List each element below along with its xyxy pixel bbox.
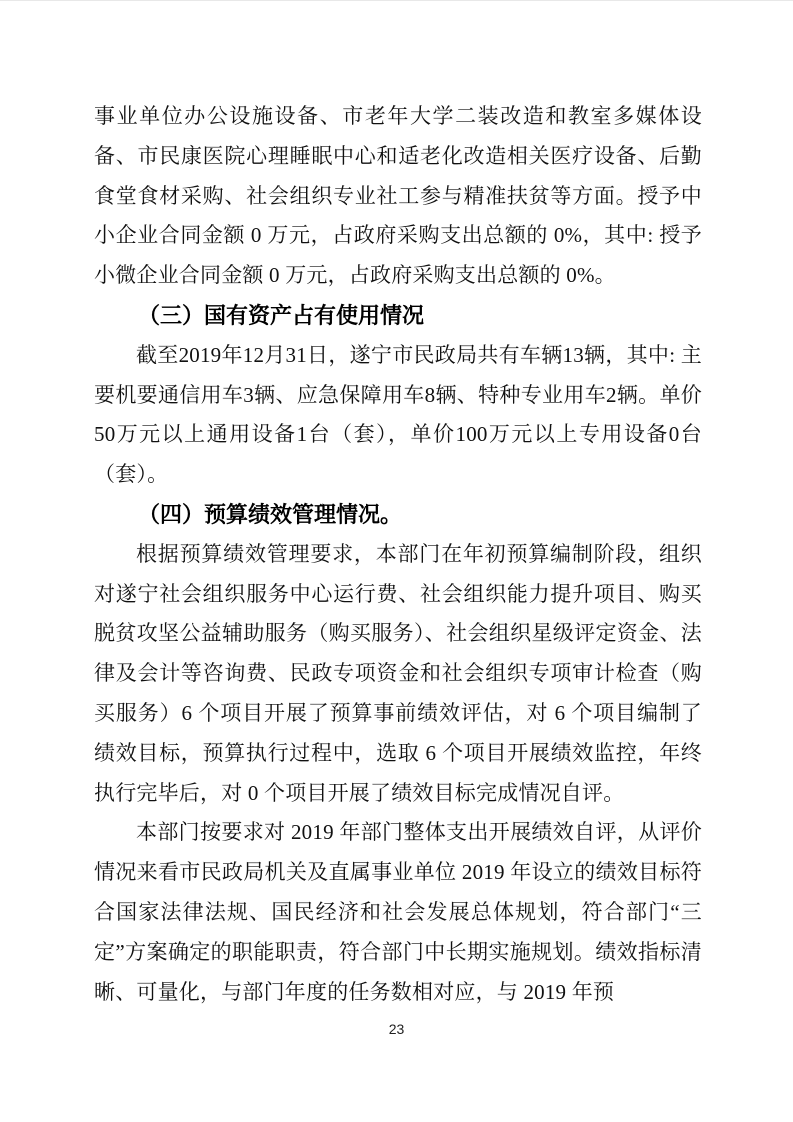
heading-section-4-budget-performance: （四）预算绩效管理情况。	[138, 501, 403, 527]
document-body	[94, 97, 702, 1012]
heading-section-3-state-assets: （三）国有资产占有使用情况	[138, 302, 425, 328]
paragraph-procurement-continued: 事业单位办公设施设备、市老年大学二装改造和教室多媒体设备、市民康医院心理睡眠中心和适老化改造相关医疗设备、后勤食堂食材采购、社会组织专业社工参与精准扶贫等方面。授予中小企业合同金额 0 万元，占政府采购支出总额的 0%，其中: 授予小微企业合同金额 0 万元，占政府采购支出总额的 0%。	[94, 104, 702, 288]
paragraph-performance-self-evaluation: 本部门按要求对 2019 年部门整体支出开展绩效自评，从评价情况来看市民政局机关及直属事业单位 2019 年设立的绩效目标符合国家法律法规、国民经济和社会发展总体规划，符合部门“三定”方案确定的职能职责，符合部门中长期实施规划。绩效指标清晰、可量化，与部门年度的任务数相对应，与 2019 年预	[94, 820, 702, 1004]
paragraph-performance-management: 根据预算绩效管理要求，本部门在年初预算编制阶段，组织对遂宁社会组织服务中心运行费、社会组织能力提升项目、购买脱贫攻坚公益辅助服务（购买服务）、社会组织星级评定资金、法律及会计等咨询费、民政专项资金和社会组织专项审计检查（购买服务）6 个项目开展了预算事前绩效评估，对 6 个项目编制了绩效目标，预算执行过程中，选取 6 个项目开展绩效监控，年终执行完毕后，对 0 个项目开展了绩效目标完成情况自评。	[94, 541, 702, 805]
paragraph-state-assets-usage: 截至2019年12月31日，遂宁市民政局共有车辆13辆，其中: 主要机要通信用车3辆、应急保障用车8辆、特种专业用车2辆。单价50万元以上通用设备1台（套），单价100万元以上专用设备0台（套）。	[94, 342, 702, 487]
page-number: 23	[388, 1021, 405, 1037]
